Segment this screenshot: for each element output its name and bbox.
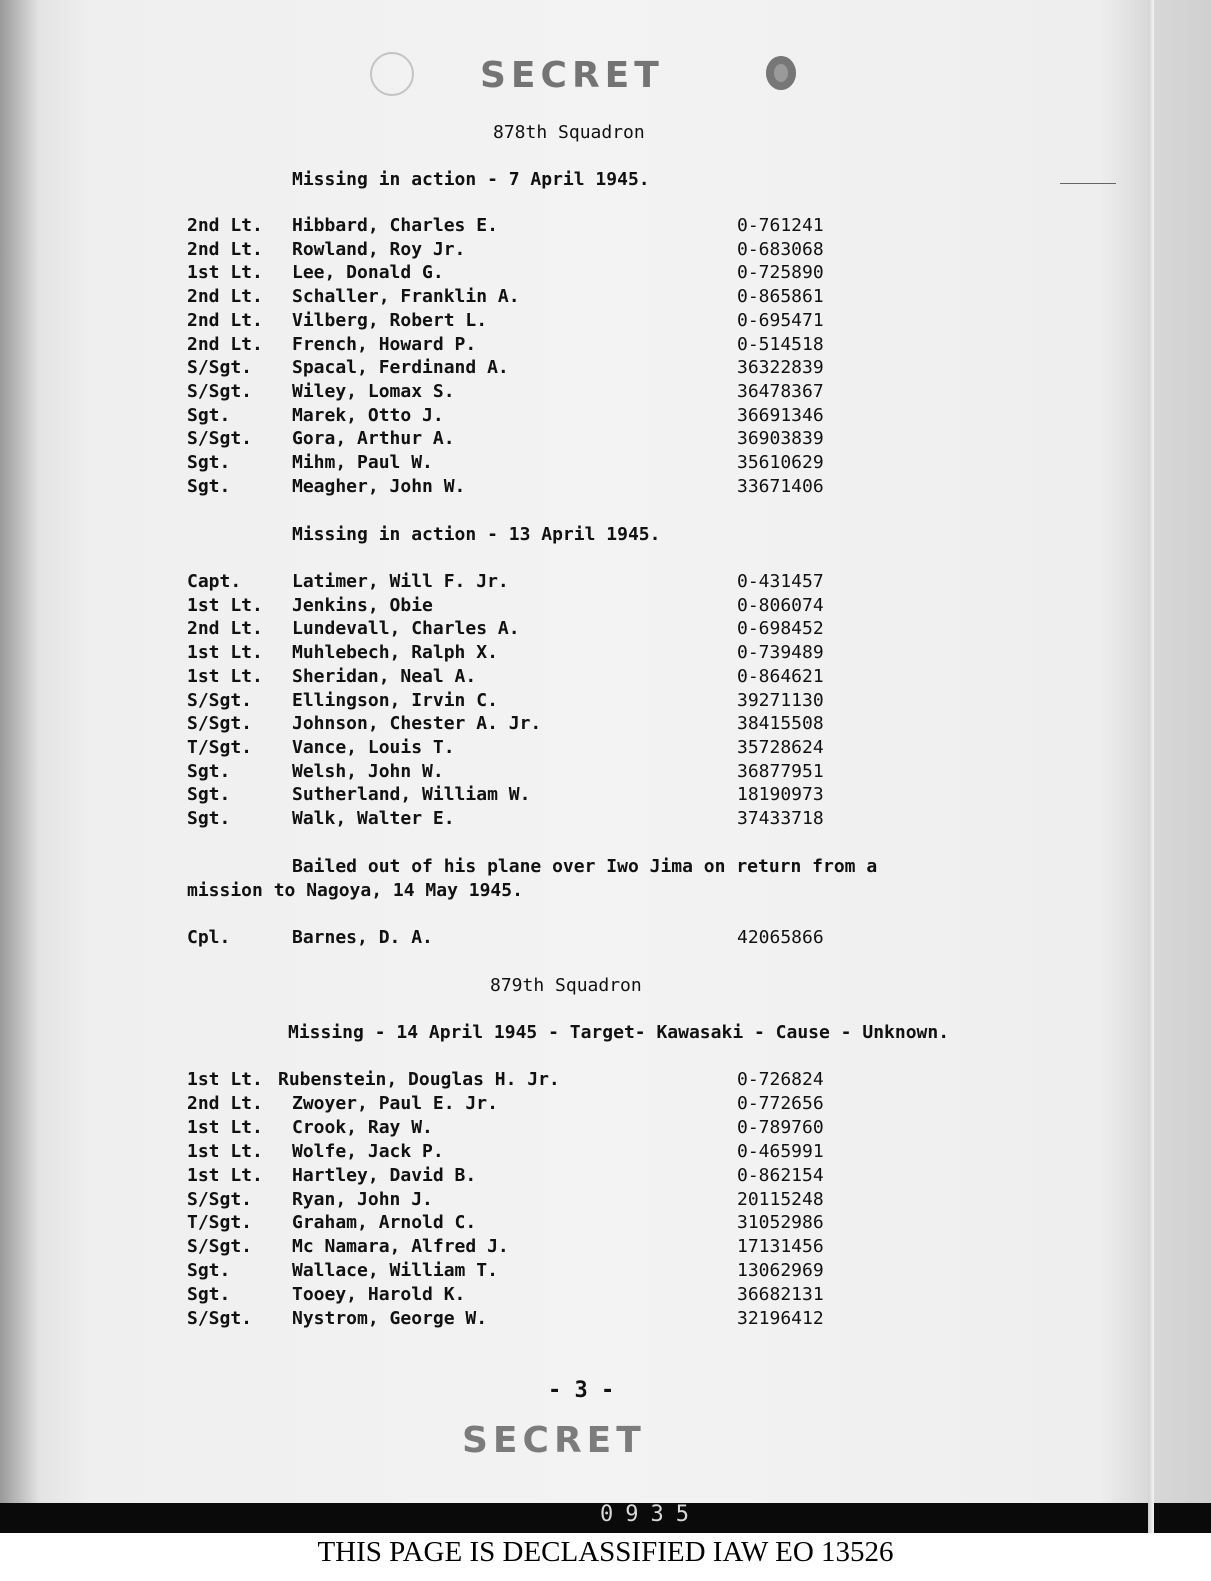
serial-number: 0-514518 bbox=[737, 333, 824, 355]
rank: 1st Lt. bbox=[187, 1116, 263, 1138]
serial-number: 0-683068 bbox=[737, 238, 824, 260]
name: Graham, Arnold C. bbox=[292, 1212, 477, 1234]
serial-number: 38415508 bbox=[737, 713, 824, 735]
rank: 2nd Lt. bbox=[187, 618, 263, 640]
frame-number: 0935 bbox=[600, 1502, 701, 1527]
serial-number: 0-695471 bbox=[737, 309, 824, 331]
serial-number: 36877951 bbox=[737, 760, 824, 782]
name: Nystrom, George W. bbox=[292, 1308, 488, 1329]
rank: 1st Lt. bbox=[187, 262, 263, 284]
name: Lee, Donald G. bbox=[292, 262, 444, 284]
name: Jenkins, Obie bbox=[292, 594, 433, 616]
serial-number: 36691346 bbox=[737, 404, 824, 426]
rank: S/Sgt. bbox=[187, 428, 253, 450]
rank: 2nd Lt. bbox=[187, 309, 263, 331]
serial-number: 0-772656 bbox=[737, 1092, 824, 1114]
serial-number: 0-789760 bbox=[737, 1116, 824, 1138]
name: Mc Namara, Alfred J. bbox=[292, 1236, 509, 1258]
name: Rowland, Roy Jr. bbox=[292, 238, 466, 260]
name: Hibbard, Charles E. bbox=[292, 215, 498, 236]
serial-number: 0-726824 bbox=[737, 1069, 824, 1090]
mia-7-april-heading: Missing in action - 7 April 1945. bbox=[292, 169, 650, 190]
serial-number: 37433718 bbox=[737, 808, 824, 829]
rank: T/Sgt. bbox=[187, 1212, 253, 1234]
rank: S/Sgt. bbox=[187, 1236, 253, 1258]
serial-number: 33671406 bbox=[737, 475, 824, 497]
serial-number: 17131456 bbox=[737, 1236, 824, 1258]
serial-number: 0-862154 bbox=[737, 1164, 824, 1186]
rank: 1st Lt. bbox=[187, 1140, 263, 1162]
declassification-notice: THIS PAGE IS DECLASSIFIED IAW EO 13526 bbox=[317, 1536, 894, 1568]
name: Marek, Otto J. bbox=[292, 404, 444, 426]
rank: S/Sgt. bbox=[187, 1308, 253, 1329]
rank: 2nd Lt. bbox=[187, 286, 263, 308]
name: Welsh, John W. bbox=[292, 760, 444, 782]
name: Meagher, John W. bbox=[292, 475, 466, 497]
rank: Sgt. bbox=[187, 760, 231, 782]
name: Ryan, John J. bbox=[292, 1188, 433, 1210]
serial-number: 0-865861 bbox=[737, 286, 824, 308]
serial-number: 0-698452 bbox=[737, 618, 824, 640]
serial-number: 0-761241 bbox=[737, 215, 824, 236]
name: Rubenstein, Douglas H. Jr. bbox=[278, 1069, 560, 1090]
rank: Sgt. bbox=[187, 808, 231, 829]
name: Walk, Walter E. bbox=[292, 808, 455, 829]
serial-number: 36478367 bbox=[737, 380, 824, 402]
name: Vance, Louis T. bbox=[292, 736, 455, 758]
name: Latimer, Will F. Jr. bbox=[292, 571, 509, 592]
rank: S/Sgt. bbox=[187, 380, 253, 402]
rank: 1st Lt. bbox=[187, 1164, 263, 1186]
rank: S/Sgt. bbox=[187, 357, 253, 379]
punch-hole-right bbox=[766, 56, 796, 90]
rank: 1st Lt. bbox=[187, 594, 263, 616]
rank: Cpl. bbox=[187, 927, 231, 948]
punch-hole-left bbox=[370, 52, 414, 96]
serial-number: 36903839 bbox=[737, 428, 824, 450]
name: Wiley, Lomax S. bbox=[292, 380, 455, 402]
name: Mihm, Paul W. bbox=[292, 452, 433, 473]
name: Sutherland, William W. bbox=[292, 784, 531, 806]
name: Gora, Arthur A. bbox=[292, 428, 455, 450]
name: Muhlebech, Ralph X. bbox=[292, 642, 498, 664]
rank: 2nd Lt. bbox=[187, 333, 263, 355]
serial-number: 32196412 bbox=[737, 1308, 824, 1329]
rank: S/Sgt. bbox=[187, 713, 253, 735]
rank: Sgt. bbox=[187, 1284, 231, 1306]
rank: Sgt. bbox=[187, 452, 231, 473]
rank: 1st Lt. bbox=[187, 642, 263, 664]
serial-number: 42065866 bbox=[737, 927, 824, 948]
rank: Sgt. bbox=[187, 404, 231, 426]
name: Barnes, D. A. bbox=[292, 927, 433, 948]
rank: Sgt. bbox=[187, 784, 231, 806]
name: Hartley, David B. bbox=[292, 1164, 477, 1186]
serial-number: 0-739489 bbox=[737, 642, 824, 664]
missing-14-april-heading: Missing - 14 April 1945 - Target- Kawasaki - Cause - Unknown. bbox=[288, 1022, 950, 1043]
secret-stamp-top: SECRET bbox=[480, 55, 664, 96]
serial-number: 35728624 bbox=[737, 736, 824, 758]
mia-13-april-heading: Missing in action - 13 April 1945. bbox=[292, 524, 661, 545]
name: Vilberg, Robert L. bbox=[292, 309, 488, 331]
serial-number: 20115248 bbox=[737, 1188, 824, 1210]
name: Zwoyer, Paul E. Jr. bbox=[292, 1092, 498, 1114]
rank: 2nd Lt. bbox=[187, 1092, 263, 1114]
name: Schaller, Franklin A. bbox=[292, 286, 520, 308]
serial-number: 31052986 bbox=[737, 1212, 824, 1234]
rank: T/Sgt. bbox=[187, 736, 253, 758]
rank: 2nd Lt. bbox=[187, 238, 263, 260]
rank: Sgt. bbox=[187, 1260, 231, 1282]
rank: 2nd Lt. bbox=[187, 215, 263, 236]
serial-number: 0-431457 bbox=[737, 571, 824, 592]
serial-number: 36322839 bbox=[737, 357, 824, 379]
rank: S/Sgt. bbox=[187, 1188, 253, 1210]
page-number: - 3 - bbox=[548, 1378, 615, 1403]
serial-number: 0-725890 bbox=[737, 262, 824, 284]
serial-number: 0-806074 bbox=[737, 594, 824, 616]
rank: 1st Lt. bbox=[187, 665, 263, 687]
squadron-878-title: 878th Squadron bbox=[493, 122, 645, 143]
name: Tooey, Harold K. bbox=[292, 1284, 466, 1306]
serial-number: 0-864621 bbox=[737, 665, 824, 687]
serial-number: 18190973 bbox=[737, 784, 824, 806]
margin-mark bbox=[1060, 183, 1116, 184]
name: Wolfe, Jack P. bbox=[292, 1140, 444, 1162]
serial-number: 39271130 bbox=[737, 689, 824, 711]
serial-number: 0-465991 bbox=[737, 1140, 824, 1162]
bailed-out-line-2: mission to Nagoya, 14 May 1945. bbox=[187, 880, 523, 901]
rank: 1st Lt. bbox=[187, 1069, 263, 1090]
squadron-879-title: 879th Squadron bbox=[490, 975, 642, 996]
name: Crook, Ray W. bbox=[292, 1116, 433, 1138]
secret-stamp-bottom: SECRET bbox=[462, 1420, 646, 1461]
serial-number: 13062969 bbox=[737, 1260, 824, 1282]
bailed-out-paragraph bbox=[187, 855, 987, 903]
rank: Sgt. bbox=[187, 475, 231, 497]
name: French, Howard P. bbox=[292, 333, 477, 355]
bailed-out-line-1: Bailed out of his plane over Iwo Jima on return from a bbox=[292, 856, 878, 877]
name: Lundevall, Charles A. bbox=[292, 618, 520, 640]
serial-number: 35610629 bbox=[737, 452, 824, 473]
name: Wallace, William T. bbox=[292, 1260, 498, 1282]
name: Ellingson, Irvin C. bbox=[292, 689, 498, 711]
serial-number: 36682131 bbox=[737, 1284, 824, 1306]
rank: Capt. bbox=[187, 571, 242, 592]
name: Spacal, Ferdinand A. bbox=[292, 357, 509, 379]
name: Sheridan, Neal A. bbox=[292, 665, 477, 687]
name: Johnson, Chester A. Jr. bbox=[292, 713, 542, 735]
rank: S/Sgt. bbox=[187, 689, 253, 711]
